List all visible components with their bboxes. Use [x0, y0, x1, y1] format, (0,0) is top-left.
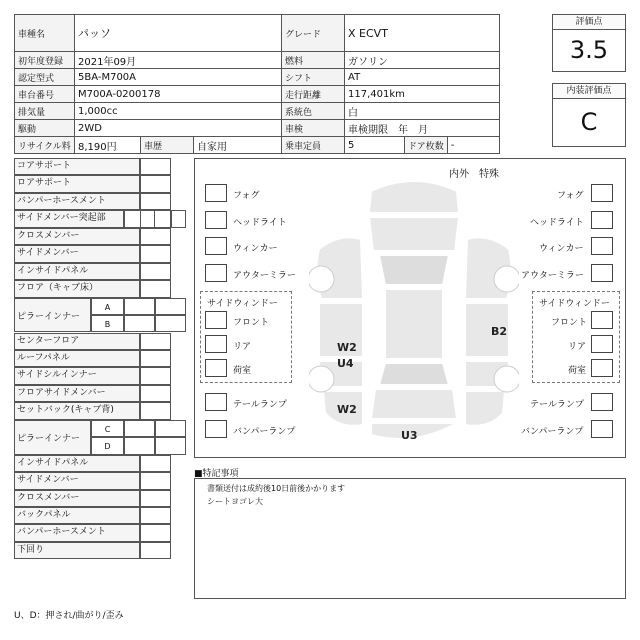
- part-label: セットバック(キャブ背): [14, 402, 140, 419]
- grade-label: グレード: [282, 15, 345, 52]
- checkbox-left-winker[interactable]: [205, 237, 227, 255]
- checkbox-left-sw-cargo[interactable]: [205, 359, 227, 377]
- shift-label: シフト: [282, 69, 345, 86]
- checkbox-right-sw-cargo[interactable]: [591, 359, 613, 377]
- part-check-cell[interactable]: [140, 455, 171, 472]
- pillar-sub-label: B: [91, 315, 124, 332]
- part-check-cell[interactable]: [140, 333, 171, 350]
- part-check-cell[interactable]: [140, 245, 171, 262]
- part-check-cell[interactable]: [124, 437, 155, 454]
- part-label: 下回り: [14, 542, 140, 559]
- car-name-label: 車種名: [15, 15, 75, 52]
- part-label: ピラーインナー: [14, 420, 91, 455]
- part-check-cell[interactable]: [124, 420, 155, 437]
- fuel: ガソリン: [345, 52, 500, 69]
- history-label: 車歴: [141, 137, 194, 154]
- right-headlight-label: ヘッドライト: [530, 218, 584, 228]
- part-label: ロアサポート: [14, 175, 140, 192]
- checkbox-left-fog[interactable]: [205, 184, 227, 202]
- shift: AT: [345, 69, 500, 86]
- vehicle-spec-table: [14, 14, 500, 154]
- part-label: センターフロア: [14, 333, 140, 350]
- displacement: 1,000cc: [75, 103, 282, 120]
- damage-mark-left-front-door: W2: [337, 341, 357, 354]
- interior-score-label: 内装評価点: [553, 84, 625, 99]
- checkbox-right-winker[interactable]: [591, 237, 613, 255]
- capacity-label: 乗車定員: [282, 137, 345, 154]
- score-value: 3.5: [569, 36, 609, 64]
- part-check-cell[interactable]: [171, 210, 186, 227]
- part-check-cell[interactable]: [155, 420, 186, 437]
- part-check-cell[interactable]: [124, 298, 155, 315]
- checkbox-right-sw-front[interactable]: [591, 311, 613, 329]
- panel-front-bumper: [369, 181, 459, 213]
- part-check-cell[interactable]: [155, 437, 186, 454]
- part-label: サイドメンバー: [14, 245, 140, 262]
- checkbox-left-sw-rear[interactable]: [205, 335, 227, 353]
- checkbox-left-sw-front[interactable]: [205, 311, 227, 329]
- right-taillamp-label: テールランプ: [530, 400, 584, 410]
- chassis-label: 車台番号: [15, 86, 75, 103]
- notes-label: ■特記事項: [194, 469, 239, 479]
- part-label: バンパーホースメント: [14, 524, 140, 541]
- checkbox-right-taillamp[interactable]: [591, 393, 613, 411]
- damage-mark-left-rear-door: U4: [337, 357, 354, 370]
- left-bumperlamp-label: バンパーランプ: [233, 427, 296, 437]
- panel-rear-glass: [379, 363, 449, 385]
- color-label: 系統色: [282, 103, 345, 120]
- left-sw-cargo-label: 荷室: [233, 366, 252, 376]
- part-check-cell[interactable]: [140, 193, 171, 210]
- inspection-label: 車検: [282, 120, 345, 137]
- history: 自家用: [194, 137, 282, 154]
- interior-score-value: C: [580, 108, 598, 136]
- part-check-cell[interactable]: [155, 298, 186, 315]
- checkbox-left-mirror[interactable]: [205, 264, 227, 282]
- part-check-cell[interactable]: [140, 542, 171, 559]
- part-label: バンパーホースメント: [14, 193, 140, 210]
- right-sw-front-label: フロント: [551, 318, 588, 328]
- part-label: インサイドパネル: [14, 455, 140, 472]
- first-reg-label: 初年度登録: [15, 52, 75, 69]
- left-side-window-title: サイドウィンドー: [207, 299, 278, 309]
- checkbox-left-taillamp[interactable]: [205, 393, 227, 411]
- car-body-diagram: [309, 173, 519, 449]
- wheel-rear-left: [309, 366, 334, 392]
- part-label: フロア（キャブ床）: [14, 280, 140, 297]
- wheel-front-right: [494, 266, 519, 292]
- drive-label: 駆動: [15, 120, 75, 137]
- part-check-cell[interactable]: [140, 490, 171, 507]
- inspection: 車検期限 年 月: [345, 120, 500, 137]
- wheel-rear-right: [494, 366, 519, 392]
- part-check-cell[interactable]: [140, 350, 171, 367]
- part-check-cell[interactable]: [140, 507, 171, 524]
- part-check-cell[interactable]: [140, 367, 171, 384]
- left-headlight-label: ヘッドライト: [233, 218, 287, 228]
- displacement-label: 排気量: [15, 103, 75, 120]
- checkbox-left-bumperlamp[interactable]: [205, 420, 227, 438]
- checkbox-right-headlight[interactable]: [591, 211, 613, 229]
- panel-hood: [369, 217, 459, 251]
- mileage-label: 走行距離: [282, 86, 345, 103]
- part-check-cell[interactable]: [140, 472, 171, 489]
- car-name: パッソ: [75, 15, 282, 52]
- pillar-sub-label: C: [91, 420, 124, 437]
- score-box: [552, 14, 626, 72]
- part-label: サイドメンバー突起部: [14, 210, 124, 227]
- note-line: シートヨゴレ大: [207, 497, 263, 506]
- panel-trunk: [371, 389, 457, 419]
- right-side-window-title: サイドウィンドー: [539, 299, 610, 309]
- checkbox-right-bumperlamp[interactable]: [591, 420, 613, 438]
- damage-mark-rear-bumper: U3: [401, 429, 418, 442]
- part-check-cell[interactable]: [140, 263, 171, 280]
- part-label: クロスメンバー: [14, 228, 140, 245]
- part-label: クロスメンバー: [14, 490, 140, 507]
- right-fog-label: フォグ: [557, 191, 584, 201]
- part-check-cell[interactable]: [140, 158, 171, 175]
- part-label: サイドメンバー: [14, 472, 140, 489]
- model-label: 認定型式: [15, 69, 75, 86]
- part-label: サイドシルインナー: [14, 367, 140, 384]
- capacity: 5: [345, 137, 405, 154]
- part-check-cell[interactable]: [140, 280, 171, 297]
- panel-roof: [385, 289, 443, 359]
- part-check-cell[interactable]: [155, 315, 186, 332]
- color: 白: [345, 103, 500, 120]
- right-sw-cargo-label: 荷室: [568, 366, 587, 376]
- checkbox-right-sw-rear[interactable]: [591, 335, 613, 353]
- pillar-sub-label: A: [91, 298, 124, 315]
- part-label: バックパネル: [14, 507, 140, 524]
- part-check-cell[interactable]: [140, 385, 171, 402]
- first-reg: 2021年09月: [75, 52, 282, 69]
- chassis: M700A-0200178: [75, 86, 282, 103]
- doors: -: [447, 137, 499, 154]
- part-label: インサイドパネル: [14, 263, 140, 280]
- left-winker-label: ウィンカー: [233, 244, 278, 254]
- recycle-label: リサイクル料: [15, 137, 75, 154]
- damage-legend: U、D：押され/曲がり/歪み: [14, 611, 124, 621]
- right-bumperlamp-label: バンパーランプ: [521, 427, 584, 437]
- score-label: 評価点: [553, 15, 625, 30]
- recycle: 8,190円: [75, 137, 141, 154]
- note-line: 書類送付は成約後10日前後かかります: [207, 484, 346, 493]
- panel-right-rear-quarter: [465, 391, 505, 426]
- left-fog-label: フォグ: [233, 191, 260, 201]
- part-label: コアサポート: [14, 158, 140, 175]
- right-winker-label: ウィンカー: [539, 244, 584, 254]
- left-taillamp-label: テールランプ: [233, 400, 287, 410]
- damage-mark-right-front-door: B2: [491, 325, 508, 338]
- checkbox-right-fog[interactable]: [591, 184, 613, 202]
- right-sw-rear-label: リア: [568, 342, 587, 352]
- part-label: ルーフパネル: [14, 350, 140, 367]
- part-check-cell[interactable]: [140, 228, 171, 245]
- wheel-front-left: [309, 266, 334, 292]
- left-mirror-label: アウターミラー: [233, 271, 296, 281]
- part-label: ピラーインナー: [14, 298, 91, 333]
- grade: X ECVT: [345, 15, 500, 52]
- part-check-cell[interactable]: [140, 175, 171, 192]
- panel-windshield: [379, 255, 449, 285]
- interior-score-box: [552, 83, 626, 147]
- drive: 2WD: [75, 120, 282, 137]
- checkbox-right-mirror[interactable]: [591, 264, 613, 282]
- fuel-label: 燃料: [282, 52, 345, 69]
- diagram-title: 内外 特殊: [449, 169, 499, 180]
- model: 5BA-M700A: [75, 69, 282, 86]
- doors-label: ドア枚数: [405, 137, 448, 154]
- checkbox-left-headlight[interactable]: [205, 211, 227, 229]
- part-check-cell[interactable]: [140, 524, 171, 541]
- left-sw-rear-label: リア: [233, 342, 252, 352]
- pillar-sub-label: D: [91, 437, 124, 454]
- part-check-cell[interactable]: [140, 210, 171, 227]
- mileage: 117,401km: [345, 86, 500, 103]
- left-sw-front-label: フロント: [233, 318, 270, 328]
- part-label: フロアサイドメンバー: [14, 385, 140, 402]
- right-mirror-label: アウターミラー: [521, 271, 584, 281]
- inspection-diagram: [194, 158, 626, 458]
- part-check-cell[interactable]: [124, 315, 155, 332]
- damage-mark-left-rear-quarter: W2: [337, 403, 357, 416]
- notes-box: [194, 478, 626, 599]
- part-check-cell[interactable]: [140, 402, 171, 419]
